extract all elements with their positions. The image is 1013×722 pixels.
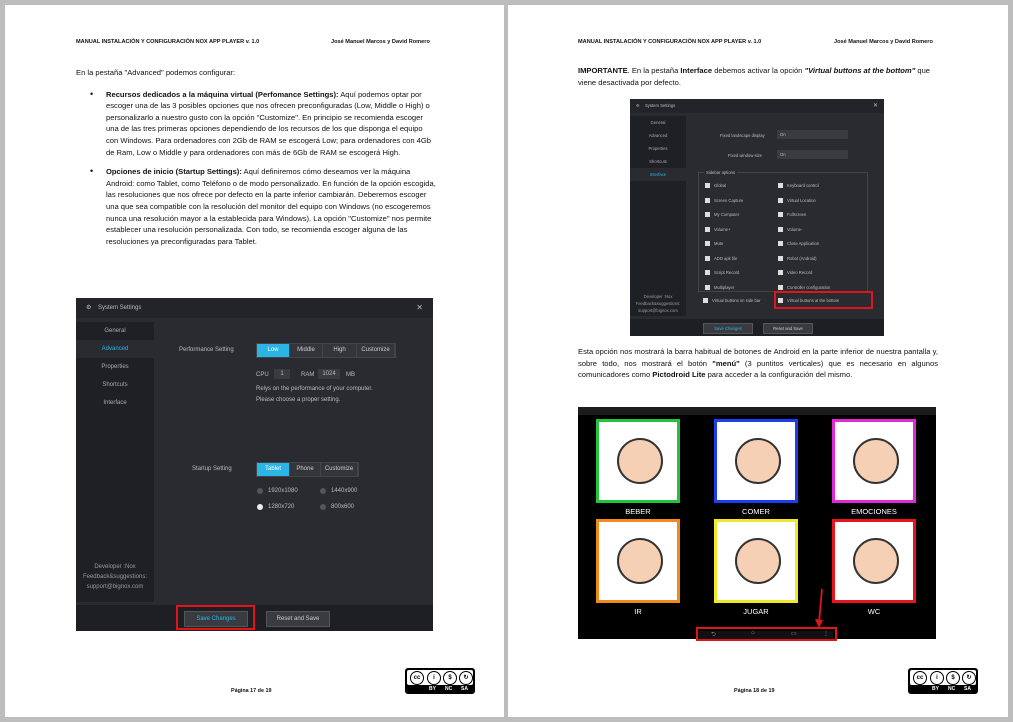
radio-icon [320, 504, 326, 510]
reset-and-save-button[interactable]: Reset and Save [266, 611, 330, 627]
pictogram-image [617, 438, 663, 484]
sidebar-option-checkbox[interactable]: Mute [705, 241, 723, 246]
fixed-landscape-label: Fixed landscape display [720, 133, 765, 138]
checkbox-icon [705, 256, 710, 261]
nc-icon: $ [946, 671, 960, 685]
checkbox-icon [778, 183, 783, 188]
cc-icon: cc [913, 671, 927, 685]
tab-advanced[interactable]: Advanced [648, 133, 668, 138]
tab-shortcuts[interactable]: Shortcuts [649, 159, 667, 164]
checkbox-icon [705, 227, 710, 232]
android-status-bar [578, 407, 936, 415]
page-18 [508, 5, 1008, 717]
sidebar-option-checkbox[interactable]: Script Record [705, 270, 739, 275]
by-icon: i [427, 671, 441, 685]
sidebar-option-checkbox[interactable]: ADD apk file [705, 256, 737, 261]
tab-general[interactable]: General [650, 120, 666, 125]
tab-properties[interactable]: Properties [101, 364, 129, 370]
header-title: MANUAL INSTALACIÓN Y CONFIGURACIÓN NOX APP PLAYER v. 1.0 [578, 39, 762, 45]
checkbox-icon [705, 270, 710, 275]
sidebar-option-checkbox[interactable]: My Computer [705, 212, 739, 217]
pictogram-image [853, 538, 899, 584]
cc-license-badge: cc i $ ↻ BY NC SA [908, 668, 978, 694]
radio-icon [257, 488, 263, 494]
hint-line-2: Please choose a proper setting. [256, 397, 341, 403]
header-title: MANUAL INSTALACIÓN Y CONFIGURACIÓN NOX APP PLAYER v. 1.0 [76, 39, 260, 45]
checkbox-icon [778, 212, 783, 217]
checkbox-icon [703, 298, 708, 303]
menu-paragraph: Esta opción nos mostrará la barra habitual de botones de Android en la parte inferior de nuestra pantalla y, sobre todo, nos mostrará el botón "menú" (3 puntitos verticales) que es necesario en algunos comunicadores como Pictodroid Lite para acceder a la configuración del mismo. [578, 347, 938, 380]
checkbox-icon [778, 198, 783, 203]
pictogram-image [735, 538, 781, 584]
settings-title: System Settings [98, 305, 142, 311]
important-paragraph: IMPORTANTE. En la pestaña Interface debemos activar la opción "Virtual buttons at the bottom" que viene desactivada por defecto. [578, 66, 931, 87]
settings-title: System Settings [645, 103, 676, 108]
highlight-nav-bar-box [696, 627, 837, 641]
sidebar-option-checkbox[interactable]: Virtual Location [778, 198, 816, 203]
perf-high-option[interactable]: High [323, 344, 357, 357]
sidebar-option-checkbox[interactable]: Volume+ [705, 227, 730, 232]
bullet-performance: • Recursos dedicados a la máquina virtual (Perfomance Settings): Aquí podemos optar por escoger una de las 3 posibles opciones que nos ofrecen preconfiguradas (Low, Middle o High) o personalizarlo a nuestro gusto con la opción "Customize". En principio se recomienda escoger una de las tres primeras opciones dependiendo de los recursos de los que disponga el equipo con Windows. Para ordenadores con 2Gb de RAM se escogerá Low; para ordenadores con 4Gb de Ram, Low o Middle y para ordenadores con más de 6Gb de RAM se escogerá High. [90, 88, 432, 157]
res-1920-radio[interactable]: 1920x1080 [257, 488, 298, 494]
header-authors: José Manuel Marcos y David Romero [834, 39, 933, 45]
sa-icon: ↻ [962, 671, 976, 685]
ram-unit: MB [346, 372, 355, 378]
sidebar-option-checkbox[interactable]: Robot (Android) [778, 256, 817, 261]
checkbox-icon [705, 212, 710, 217]
menu-icon[interactable]: ⋮ [823, 631, 829, 637]
sidebar-option-checkbox[interactable]: Close Application [778, 241, 819, 246]
highlight-save-box [176, 605, 255, 630]
recent-apps-icon[interactable]: ▭ [791, 631, 797, 637]
gear-icon: ⚙ [636, 103, 640, 108]
pictogram-label: BEBER [625, 507, 651, 516]
startup-customize-option[interactable]: Customize [321, 463, 358, 476]
performance-setting-label: Performance Setting [179, 347, 234, 353]
close-icon[interactable]: ✕ [416, 303, 423, 312]
ram-label: RAM [301, 372, 315, 378]
page-footer: Página 18 de 19 [734, 688, 775, 694]
bullet-icon: • [90, 88, 94, 99]
checkbox-icon [705, 241, 710, 246]
fixed-window-select[interactable]: On [777, 150, 848, 159]
virtual-buttons-sidebar-checkbox[interactable]: Virtual buttons on side bar [703, 298, 761, 303]
save-changes-button[interactable]: Save Changes [703, 323, 753, 334]
sidebar-options-group: Sidebar options [698, 172, 868, 292]
settings-sidebar [630, 116, 686, 316]
sidebar-option-checkbox[interactable]: Keyboard control [778, 183, 819, 188]
developer-info: Developer :Nox Feedback&suggestions: support@bignox.com [635, 294, 681, 313]
pictogram-tile[interactable] [832, 519, 916, 603]
reset-and-save-button[interactable]: Reset and Save [763, 323, 813, 334]
bullet-icon: • [90, 166, 94, 177]
tab-interface[interactable]: Interface [103, 400, 127, 406]
pictogram-tile[interactable] [596, 519, 680, 603]
cpu-input[interactable]: 1 [274, 369, 290, 379]
startup-setting-label: Startup Setting [192, 466, 232, 472]
res-1280-radio[interactable]: 1280x720 [257, 504, 294, 510]
pictodroid-screenshot [578, 407, 936, 639]
sidebar-option-checkbox[interactable]: Global [705, 183, 726, 188]
checkbox-icon [778, 270, 783, 275]
perf-low-option[interactable]: Low [257, 344, 290, 357]
page-17 [5, 5, 504, 717]
cc-icon: cc [410, 671, 424, 685]
sidebar-option-checkbox[interactable]: Screen Capture [705, 198, 743, 203]
fixed-window-label: Fixed window size [728, 153, 762, 158]
res-1440-radio[interactable]: 1440x900 [320, 488, 357, 494]
checkbox-icon [778, 227, 783, 232]
intro-text: En la pestaña "Advanced" podemos configurar: [76, 68, 236, 77]
sidebar-option-checkbox[interactable]: Multiplayer [705, 285, 734, 290]
virtual-buttons-bottom-checkbox[interactable]: Virtual buttons at the bottom [778, 298, 839, 303]
tab-advanced[interactable]: Advanced [76, 340, 154, 358]
checkbox-icon [705, 285, 710, 290]
sidebar-option-checkbox[interactable]: Volume- [778, 227, 802, 232]
startup-phone-option[interactable]: Phone [290, 463, 321, 476]
res-800-radio[interactable]: 800x600 [320, 504, 354, 510]
page-text [76, 67, 436, 255]
interface-settings-screenshot [630, 99, 884, 336]
tab-shortcuts[interactable]: Shortcuts [102, 382, 128, 388]
checkbox-icon [705, 183, 710, 188]
checkbox-icon [778, 256, 783, 261]
red-arrow-icon [814, 587, 826, 629]
settings-titlebar [76, 298, 433, 318]
perf-middle-option[interactable]: Middle [290, 344, 323, 357]
radio-selected-icon [257, 504, 263, 510]
close-icon[interactable]: ✕ [872, 103, 878, 109]
pictogram-image [735, 438, 781, 484]
pictogram-label: WC [867, 607, 881, 616]
pictogram-tile[interactable] [832, 419, 916, 503]
page-footer: Página 17 de 19 [231, 688, 272, 694]
developer-info: Developer :Nox Feedback&suggestions: support@bignox.com [82, 564, 148, 590]
sidebar-option-checkbox[interactable]: Controller configuration [778, 285, 830, 290]
tab-general[interactable]: General [104, 328, 126, 334]
advanced-settings-screenshot [76, 298, 433, 631]
home-icon[interactable]: ⌂ [751, 630, 755, 636]
hint-line-1: Relys on the performance of your computer. [256, 386, 373, 392]
tab-interface[interactable]: Interface [630, 168, 686, 181]
highlight-virtual-buttons-box [774, 291, 873, 309]
fixed-landscape-select[interactable]: On [777, 130, 848, 139]
pictogram-tile[interactable] [596, 419, 680, 503]
cpu-label: CPU [256, 372, 269, 378]
back-icon[interactable]: ⮌ [711, 632, 716, 638]
pictogram-tile[interactable] [714, 419, 798, 503]
perf-customize-option[interactable]: Customize [357, 344, 395, 357]
settings-footer-bar [630, 319, 884, 336]
radio-icon [320, 488, 326, 494]
sidebar-option-checkbox[interactable]: Video Record [778, 270, 812, 275]
nc-icon: $ [443, 671, 457, 685]
save-changes-button[interactable]: Save Changes [184, 611, 248, 627]
tab-properties[interactable]: Properties [648, 146, 668, 151]
performance-options [256, 343, 396, 358]
settings-sidebar [76, 322, 154, 602]
cc-license-badge: cc i $ ↻ BY NC SA [405, 668, 475, 694]
pictogram-image [853, 438, 899, 484]
header-authors: José Manuel Marcos y David Romero [331, 39, 430, 45]
startup-tablet-option[interactable]: Tablet [257, 463, 290, 476]
pictogram-label: JUGAR [743, 607, 769, 616]
bullet-startup: • Opciones de inicio (Startup Settings): Aquí definiremos cómo deseamos ver la máquina Android: como Tablet, como Teléfono o de modo personalizado. En función de la opción escogida, las resoluciones que nos ofrece por defecto en la parte inferior cambiarán. Deberemos escoger una que sea compatible con la resolución del monitor del equipo con Windows (no escogeremos nunca una resolución mayor a la establecida para Windows). La opción "Customize" nos permite establecer una resolución personalizada. Con todo, se recomienda escoger alguna de las resoluciones ya preconfiguradas para Tablet. [90, 166, 436, 246]
startup-options [256, 462, 359, 477]
checkbox-icon [778, 285, 783, 290]
checkbox-icon [778, 241, 783, 246]
ram-input[interactable]: 1024 [318, 369, 340, 379]
by-icon: i [930, 671, 944, 685]
checkbox-icon [705, 198, 710, 203]
pictogram-image [617, 538, 663, 584]
pictogram-label: EMOCIONES [851, 507, 897, 516]
sa-icon: ↻ [459, 671, 473, 685]
gear-icon: ⚙ [86, 305, 92, 311]
pictogram-label: COMER [742, 507, 770, 516]
pictogram-tile[interactable] [714, 519, 798, 603]
sidebar-option-checkbox[interactable]: Fullscreen [778, 212, 806, 217]
pictogram-label: IR [634, 607, 642, 616]
